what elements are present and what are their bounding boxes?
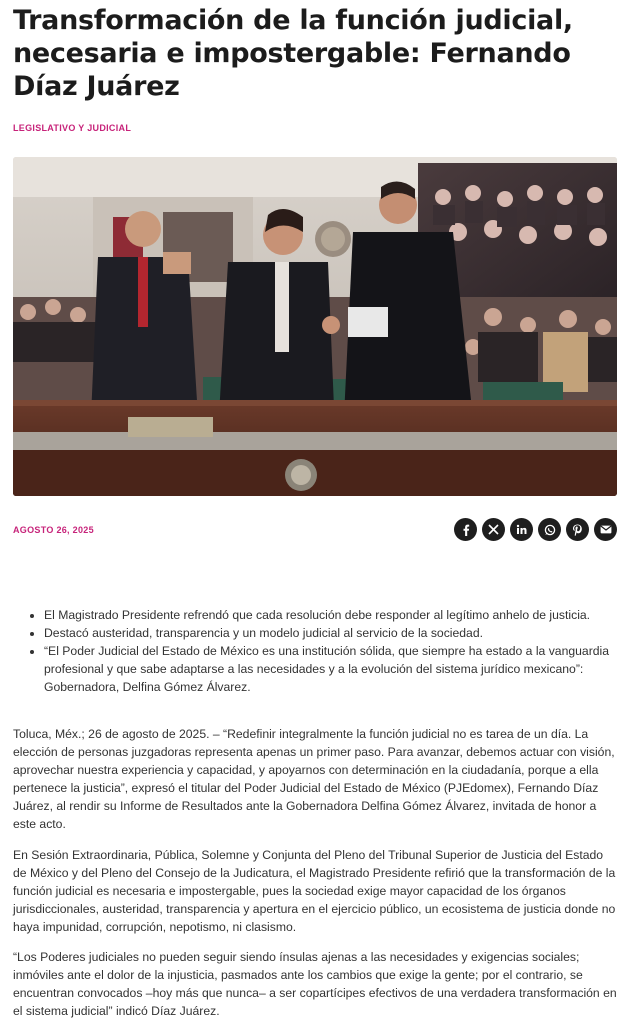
whatsapp-icon[interactable]	[538, 518, 561, 541]
article-title: Transformación de la función judicial, necesaria e impostergable: Fernando Díaz Juárez	[13, 5, 573, 102]
category-link[interactable]: LEGISLATIVO Y JUDICIAL	[13, 123, 132, 133]
paragraph-3: “Los Poderes judiciales no pueden seguir siendo ínsulas ajenas a las necesidades y exigencias sociales; inmóviles ante el dolor de la injusticia, pasmados ante los cambios que exige la gente; por el contrario, se encuentran convocados –hoy más que nunca– a ser copartícipes efectivos de una verdadera transformación en el sistema judicial” indicó Díaz Juárez.	[13, 950, 617, 1018]
article-date: AGOSTO 26, 2025	[13, 525, 94, 535]
share-buttons	[454, 518, 617, 541]
paragraph-1: Toluca, Méx.; 26 de agosto de 2025. – “Redefinir integralmente la función judicial no es tarea de un día. La elección de personas juzgadoras representa apenas un primer paso. Para avanzar, debemos actuar con visión, aprovechar nuestra experiencia y capacidad, y apoyarnos con determinación en la ciudadanía, porque a ella pertenece la justicia”, expresó el titular del Poder Judicial del Estado de México (PJEdomex), Fernando Díaz Juárez, al rendir su Informe de Resultados ante la Gobernadora Delfina Gómez Álvarez, invitada de honor a este acto.	[13, 727, 615, 831]
facebook-icon[interactable]	[454, 518, 477, 541]
x-twitter-icon[interactable]	[482, 518, 505, 541]
paragraph-2: En Sesión Extraordinaria, Pública, Solemne y Conjunta del Pleno del Tribunal Superior de Justicia del Estado de México y del Pleno del Consejo de la Judicatura, el Magistrado Presidente refirió que la transformación de la función judicial es necesaria e impostergable, pues la sociedad exige mayor capacidad de los órganos jurisdiccionales, austeridad, transparencia y apertura en el ejercicio público, un ecosistema de justicia donde no haya impunidad, corrupción, nepotismo, ni clasismo.	[13, 848, 616, 934]
list-item: • Destacó austeridad, transparencia y un modelo judicial al servicio de la sociedad.	[44, 624, 632, 642]
list-item: • El Magistrado Presidente refrendó que cada resolución debe responder al legítimo anhelo de justicia.	[44, 606, 632, 624]
linkedin-icon[interactable]	[510, 518, 533, 541]
email-icon[interactable]	[594, 518, 617, 541]
pinterest-icon[interactable]	[566, 518, 589, 541]
list-item: • “El Poder Judicial del Estado de México es una institución sólida, que siempre ha estado a la vanguardia profesional y que sabe adaptarse a las necesidades y a la evolución del sistema jurídico mexicano”: Gobernadora, Delfina Gómez Álvarez.	[44, 642, 632, 696]
article-photo	[13, 157, 617, 496]
highlights-list	[13, 606, 632, 696]
